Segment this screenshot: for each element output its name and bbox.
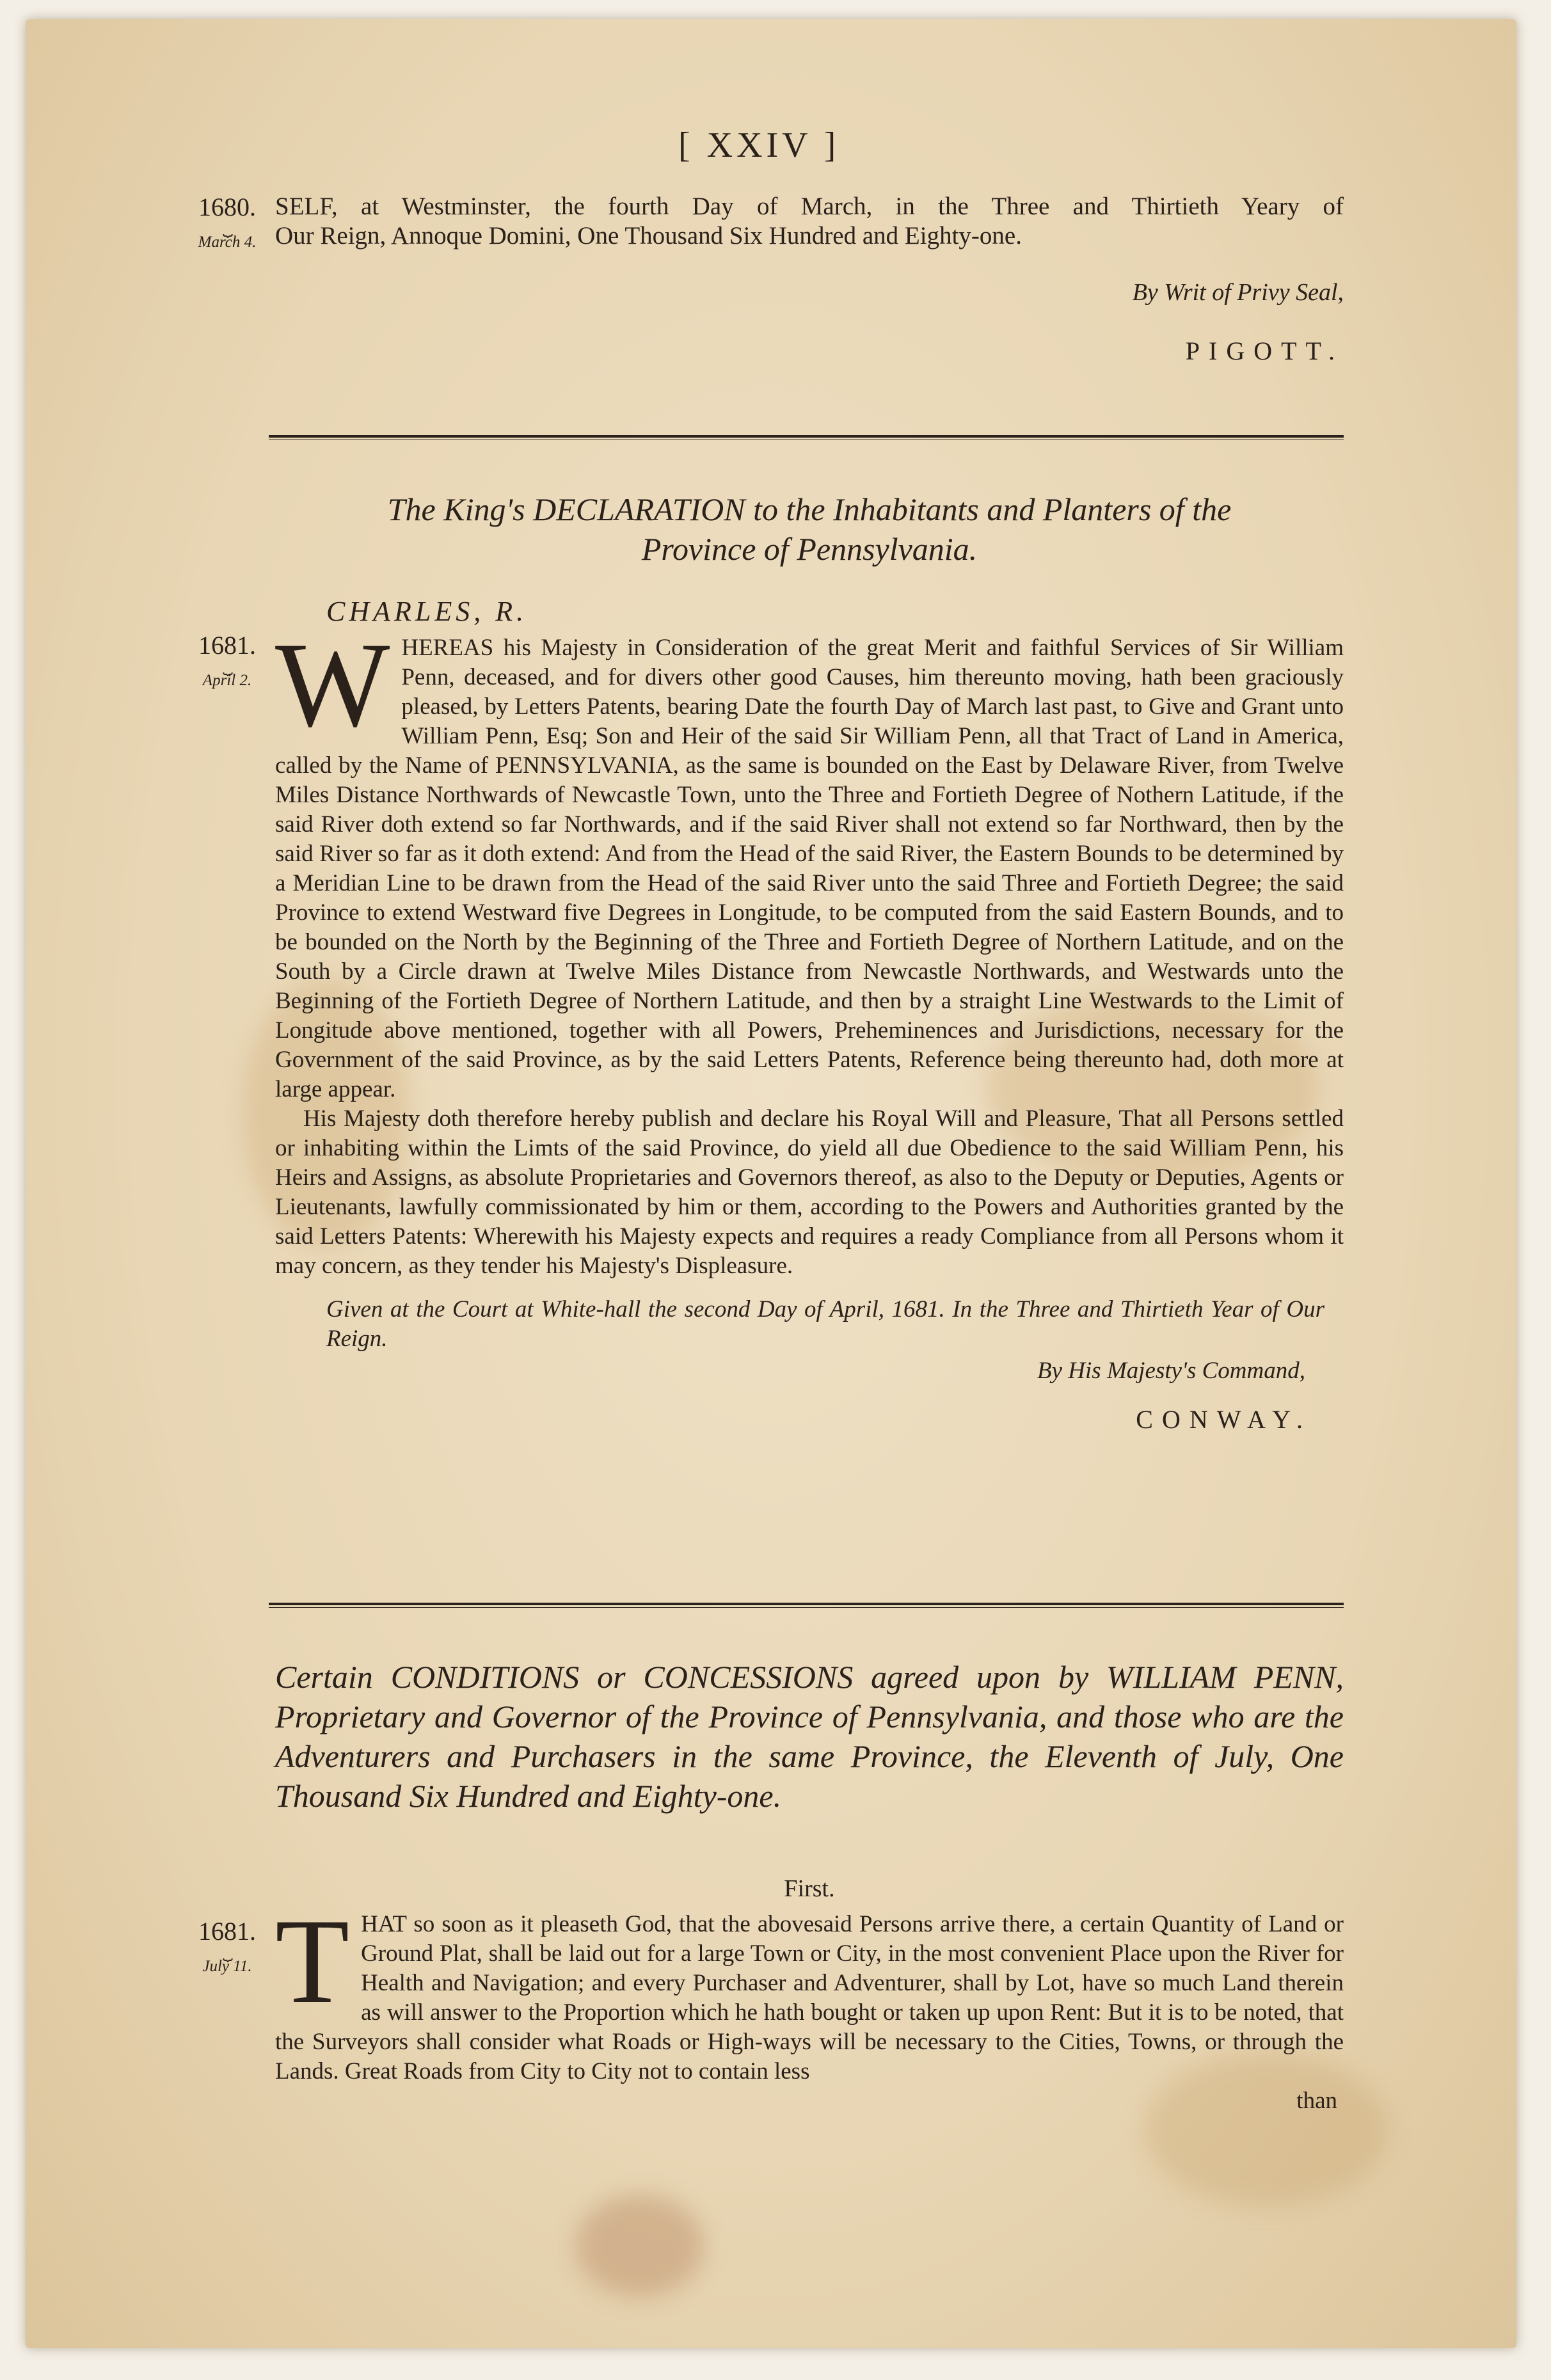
drop-cap: T [275, 1894, 350, 2029]
margin-year: 1680. [198, 193, 256, 221]
catchword: than [1296, 2088, 1337, 2114]
page-number: [ XXIV ] [678, 125, 840, 165]
heading-line: Province of Pennsylvania. [641, 531, 978, 567]
margin-date: April 2. [202, 672, 252, 689]
divider-rule [269, 1603, 1344, 1605]
signature-conway: CONWAY. [1136, 1405, 1312, 1434]
declaration-heading [275, 489, 1344, 569]
water-stain [576, 2194, 704, 2297]
margin-note-1681-july [173, 1916, 282, 1976]
margin-note-1681-april [173, 630, 282, 690]
brace-mark: ⏟ [223, 656, 232, 675]
heading-line: The King's DECLARATION to the Inhabitants and Planters of the [387, 491, 1232, 527]
conditions-heading: Certain CONDITIONS or CONCESSIONS agreed upon by WILLIAM PENN, Proprietary and Governor of the Province of Pennsylvania, and those who are the Adventurers and Purchasers in the same Province, the Eleventh of July, One Thousand Six Hundred and Eighty-one. [275, 1659, 1344, 1814]
given-line: Given at the Court at White-hall the second Day of April, 1681. In the Three and Thirtieth Year of Our Reign. [326, 1296, 1324, 1352]
conditions-body [275, 1894, 1344, 2116]
margin-year: 1681. [198, 631, 256, 660]
margin-year: 1681. [198, 1917, 256, 1946]
writ-line: By Writ of Privy Seal, [1132, 279, 1344, 306]
conditions-paragraph: HAT so soon as it pleaseth God, that the abovesaid Persons arrive there, a certain Quantity of Land or Ground Plat, shall be laid out for a large Town or City, in the most convenient Place upon the River for Health and Navigation; and every Purchaser and Adventurer, shall by Lot, have so much Land therein as will answer to the Proportion which he hath bought or taken up upon Rent: But it is to be noted, that the Surveyors shall consider what Roads or High-ways will be necessary to the Cities, Towns, or through the Lands. Great Roads from City to City not to contain less [275, 1911, 1344, 2084]
divider-rule [269, 435, 1344, 438]
salutation: CHARLES, R. [326, 596, 528, 627]
declaration-body [275, 618, 1344, 1434]
signature-pigott: PIGOTT. [1185, 337, 1344, 365]
drop-cap: W [275, 618, 390, 752]
margin-date: July 11. [202, 1958, 252, 1975]
command-line: By His Majesty's Command, [1037, 1358, 1305, 1384]
brace-mark: ⏟ [223, 1942, 232, 1961]
section1-line: Our Reign, Annoque Domini, One Thousand Six Hundred and Eighty-one. [275, 222, 1022, 250]
section1-line: SELF, at Westminster, the fourth Day of March, in the Three and Thirtieth Yeary of [275, 193, 1344, 220]
declaration-paragraph-1: HEREAS his Majesty in Consideration of the great Merit and faithful Services of Sir William Penn, deceased, and for divers other good Causes, him thereunto moving, hath been graciously pleased, by Letters Patents, bearing Date the fourth Day of March last past, to Give and Grant unto William Penn, Esq; Son and Heir of the said Sir William Penn, all that Tract of Land in America, called by the Name of PENNSYLVANIA, as the same is bounded on the East by Delaware River, from Twelve Miles Distance Northwards of Newcastle Town, unto the Three and Fortieth Degree of Nothern Latitude, if the said River doth extend so far Northwards, and if the said River shall not extend so far Northward, then by the said River so far as it doth extend: And from the Head of the said River, the Eastern Bounds to be determined by a Meridian Line to be drawn from the Head of the said River unto the said Three and Fortieth Degree; the said Province to extend Westward five Degrees in Longitude, to be computed from the said Eastern Bounds, and to be bounded on the North by the Beginning of the Three and Fortieth Degree of Northern Latitude, and on the South by a Circle drawn at Twelve Miles Distance from Newcastle Northwards, and Westwards unto the Beginning of the Fortieth Degree of Northern Latitude, and then by a straight Line Westwards to the Limit of Longitude above mentioned, together with all Powers, Preheminences and Jurisdictions, necessary for the Government of the said Province, as by the said Letters Patents, Reference being thereunto had, doth more at large appear. [275, 635, 1344, 1102]
margin-date: March 4. [198, 234, 257, 251]
section1-text [275, 192, 1344, 251]
first-label: First. [784, 1875, 835, 1902]
brace-mark: ⏟ [223, 218, 232, 237]
declaration-paragraph-2: His Majesty doth therefore hereby publish and declare his Royal Will and Pleasure, That all Persons settled or inhabiting within the Limts of the said Province, do yield all due Obedience to the said William Penn, his Heirs and Assigns, as absolute Proprietaries and Governors thereof, as also to the Deputy or Deputies, Agents or Lieutenants, lawfully commissionated by him or them, according to the Powers and Authorities granted by the said Letters Patents: Wherewith his Majesty expects and requires a ready Compliance from all Persons whom it may concern, as they tender his Majesty's Displeasure. [275, 1106, 1344, 1279]
margin-note-1680 [173, 192, 282, 251]
